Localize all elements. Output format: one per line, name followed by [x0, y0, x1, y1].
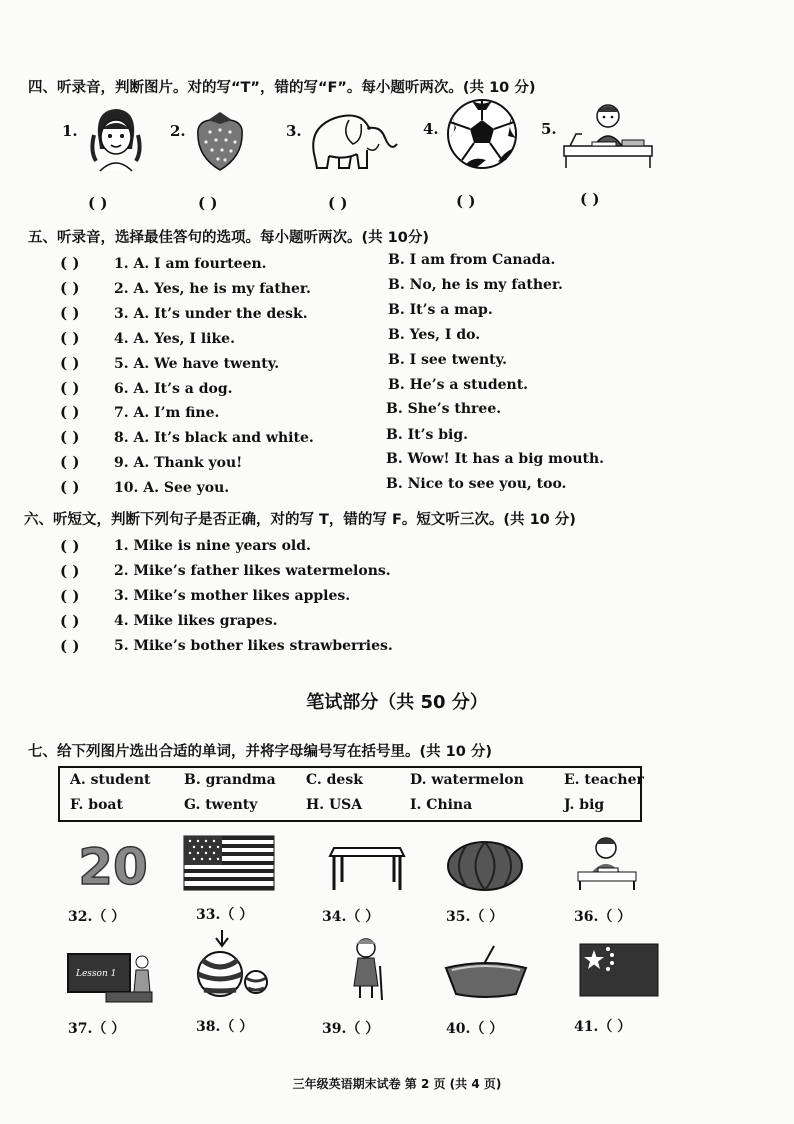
answer-blank-38[interactable]: 38.（ ）: [196, 1019, 254, 1035]
boy-at-desk-icon: [562, 98, 654, 170]
answer-blank[interactable]: ( ): [60, 587, 80, 605]
option-b: B. No, he is my father.: [388, 277, 563, 293]
word-option: B. grandma: [184, 772, 276, 788]
answer-blank[interactable]: ( ): [60, 428, 80, 446]
china-flag-icon: [580, 944, 658, 996]
statement: 3. Mike’s mother likes apples.: [114, 588, 351, 604]
statement: 4. Mike likes grapes.: [114, 613, 278, 629]
option-b: B. Yes, I do.: [388, 327, 481, 343]
elephant-icon: [305, 104, 401, 170]
word-option: E. teacher: [564, 772, 644, 788]
statement: 1. Mike is nine years old.: [114, 538, 311, 554]
answer-blank[interactable]: ( ): [328, 194, 348, 212]
word-option: D. watermelon: [410, 772, 524, 788]
option-a: 3. A. It’s under the desk.: [114, 306, 308, 322]
answer-blank-36[interactable]: 36.（ ）: [574, 909, 632, 925]
option-a: 7. A. I’m fine.: [114, 405, 220, 421]
answer-blank-33[interactable]: 33.（ ）: [196, 907, 254, 923]
option-b: B. It’s a map.: [388, 302, 493, 318]
section-5-heading: 五、听录音，选择最佳答句的选项。每小题听两次。(共 10分): [28, 230, 429, 246]
girl-icon: [86, 105, 146, 175]
option-b: B. Nice to see you, too.: [386, 476, 567, 492]
grandma-icon: [344, 936, 388, 1002]
option-a: 4. A. Yes, I like.: [114, 331, 235, 347]
answer-blank[interactable]: ( ): [198, 194, 218, 212]
answer-blank-32[interactable]: 32.（ ）: [68, 909, 126, 925]
word-option: A. student: [70, 772, 151, 788]
option-b: B. She’s three.: [386, 401, 502, 417]
answer-blank-34[interactable]: 34.（ ）: [322, 909, 380, 925]
big-ball-icon: [192, 930, 272, 998]
item-number: 3.: [286, 122, 302, 140]
number-20-text: 20: [78, 838, 148, 896]
answer-blank[interactable]: ( ): [60, 537, 80, 555]
option-b: B. It’s big.: [386, 427, 468, 443]
page-footer: 三年级英语期末试卷 第 2 页 (共 4 页): [292, 1077, 502, 1091]
item-number: 4.: [423, 120, 439, 138]
answer-blank[interactable]: ( ): [60, 612, 80, 630]
answer-blank[interactable]: ( ): [60, 354, 80, 372]
answer-blank[interactable]: ( ): [60, 329, 80, 347]
boat-icon: [444, 944, 528, 1000]
strawberry-icon: [192, 108, 248, 174]
section-6-heading: 六、听短文，判断下列句子是否正确，对的写 T，错的写 F。短文听三次。(共 10 分): [24, 512, 576, 528]
option-a: 10. A. See you.: [114, 480, 230, 496]
usa-flag-icon: [184, 836, 274, 890]
answer-blank[interactable]: ( ): [60, 478, 80, 496]
teacher-blackboard-icon: [66, 948, 156, 1004]
word-option: J. big: [564, 797, 605, 813]
desk-icon: [328, 842, 406, 892]
section-7-heading: 七、给下列图片选出合适的单词，并将字母编号写在括号里。(共 10 分): [28, 744, 493, 760]
answer-blank[interactable]: ( ): [580, 190, 600, 208]
word-option: G. twenty: [184, 797, 258, 813]
option-b: B. I am from Canada.: [388, 252, 556, 268]
answer-blank[interactable]: ( ): [456, 192, 476, 210]
written-part-title: 笔试部分（共 50 分）: [306, 692, 488, 713]
option-a: 5. A. We have twenty.: [114, 356, 280, 372]
word-bank: [58, 766, 642, 822]
section-4-heading: 四、听录音，判断图片。对的写“T”，错的写“F”。每小题听两次。(共 10 分): [28, 80, 536, 96]
option-a: 2. A. Yes, he is my father.: [114, 281, 311, 297]
item-number: 1.: [62, 122, 78, 140]
answer-blank[interactable]: ( ): [60, 562, 80, 580]
statement: 5. Mike’s bother likes strawberries.: [114, 638, 393, 654]
option-a: 8. A. It’s black and white.: [114, 430, 314, 446]
soccer-ball-icon: [446, 98, 518, 170]
blackboard-text: Lesson 1: [76, 969, 117, 979]
option-b: B. Wow! It has a big mouth.: [386, 451, 605, 467]
answer-blank[interactable]: ( ): [60, 379, 80, 397]
option-a: 6. A. It’s a dog.: [114, 381, 233, 397]
option-a: 9. A. Thank you!: [114, 455, 243, 471]
answer-blank-35[interactable]: 35.（ ）: [446, 909, 504, 925]
answer-blank[interactable]: ( ): [60, 279, 80, 297]
statement: 2. Mike’s father likes watermelons.: [114, 563, 391, 579]
answer-blank[interactable]: ( ): [60, 403, 80, 421]
option-b: B. I see twenty.: [388, 352, 508, 368]
student-at-desk-icon: [574, 832, 640, 890]
watermelon-icon: [446, 840, 524, 892]
option-a: 1. A. I am fourteen.: [114, 256, 267, 272]
word-option: I. China: [410, 797, 473, 813]
item-number: 2.: [170, 122, 186, 140]
answer-blank[interactable]: ( ): [88, 194, 108, 212]
word-option: C. desk: [306, 772, 363, 788]
answer-blank[interactable]: ( ): [60, 254, 80, 272]
answer-blank[interactable]: ( ): [60, 453, 80, 471]
answer-blank[interactable]: ( ): [60, 304, 80, 322]
word-option: F. boat: [70, 797, 123, 813]
answer-blank-37[interactable]: 37.（ ）: [68, 1021, 126, 1037]
answer-blank-40[interactable]: 40.（ ）: [446, 1021, 504, 1037]
option-b: B. He’s a student.: [388, 377, 529, 393]
word-option: H. USA: [306, 797, 363, 813]
item-number: 5.: [541, 120, 557, 138]
answer-blank-41[interactable]: 41.（ ）: [574, 1019, 632, 1035]
answer-blank-39[interactable]: 39.（ ）: [322, 1021, 380, 1037]
number-20-icon: [78, 838, 148, 896]
answer-blank[interactable]: ( ): [60, 637, 80, 655]
